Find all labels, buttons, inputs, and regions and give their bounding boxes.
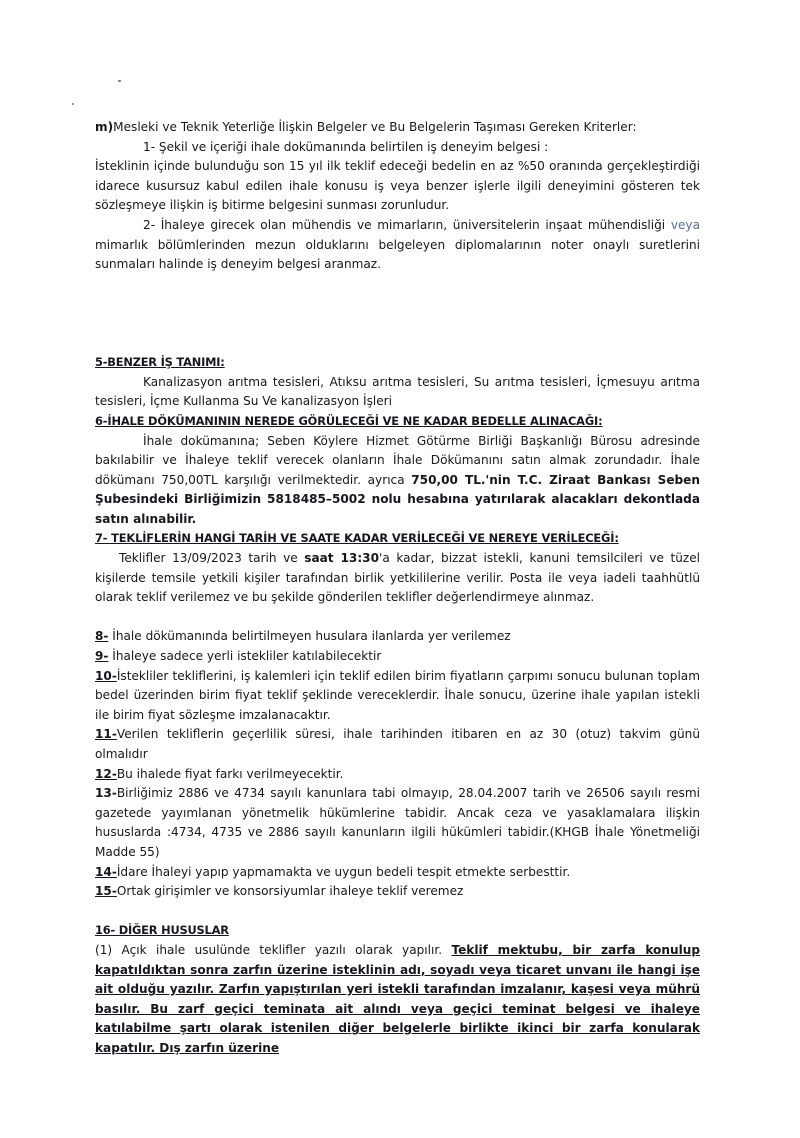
- list-item: 13-Birliğimiz 2886 ve 4734 sayılı kanunlara tabi olmayıp, 28.04.2007 tarih ve 26506 sayılı resmi gazetede yayımlanan yönetmelik hükümlerine tabidir. Ancak ceza ve yasaklamalara ilişkin hususlarda :4734, 4735 ve 2886 sayılı kanunların ilgili hükümleri tabidir.(KHGB İhale Yönetmeliği Madde 55): [95, 786, 700, 859]
- list-item: 9- İhaleye sadece yerli istekliler katılabilecektir: [95, 649, 382, 664]
- section-5-body: Kanalizasyon arıtma tesisleri, Atıksu arıtma tesisleri, Su arıtma tesisleri, İçmesuyu arıtma tesisleri, İçme Kullanma Su Ve kanalizasyon İşleri: [95, 374, 700, 409]
- section-5-heading: 5-BENZER İŞ TANIMI:: [95, 355, 225, 370]
- section-m-title: m)Mesleki ve Teknik Yeterliğe İlişkin Belgeler ve Bu Belgelerin Taşıması Gereken Kriterler:: [95, 120, 637, 134]
- section-16-body: (1) Açık ihale usulünde teklifler yazılı olarak yapılır. Teklif mektubu, bir zarfa konulup kapatıldıktan sonra zarfın üzerine isteklinin adı, soyadı veya ticaret unvanı ile hangi işe ait olduğu yazılır. Zarfın yapıştırılan yeri istekli tarafından imzalanır, kaşesi veya mührü basılır. Bu zarf geçici teminata ait alındı veya geçici teminat belgesi ve ihaleye katılabilme şartı olarak istenilen diğer belgelerle birlikte ikinci bir zarfa konularak kapatılır. Dış zarfın üzerine: [95, 942, 700, 1055]
- section-m-item1-title: 1- Şekil ve içeriği ihale dokümanında belirtilen iş deneyim belgesi :: [143, 139, 549, 154]
- document-body: [95, 118, 700, 1059]
- scan-speck: [118, 80, 121, 82]
- section-7-body: Teklifler 13/09/2023 tarih ve saat 13:30'a kadar, bizzat istekli, kanuni temsilcileri ve tüzel kişilerde temsile yetkili kişiler tarafından birlik yetkililerine verilir. Posta ile veya iadeli taahhütlü olarak teklif verilemez ve bu şekilde gönderilen teklifler değerlendirmeye alınmaz.: [95, 551, 701, 605]
- list-item: 15-Ortak girişimler ve konsorsiyumlar ihaleye teklif veremez: [95, 884, 464, 899]
- section-7-heading: 7- TEKLİFLERİN HANGİ TARİH VE SAATE KADAR VERİLECEĞİ VE NEREYE VERİLECEĞİ:: [95, 531, 619, 546]
- list-item: 8- İhale dökümanında belirtilmeyen husulara ilanlarda yer verilemez: [95, 629, 511, 644]
- list-item: 14-İdare İhaleyi yapıp yapmamakta ve uygun bedeli tespit etmekte serbesttir.: [95, 864, 571, 879]
- list-item: 10-İstekliler tekliflerini, iş kalemleri için teklif edilen birim fiyatların çarpımı sonucu bulunan toplam bedel üzerinden birim fiyat teklif şeklinde vereceklerdir. İhale sonucu, üzerine ihale yapılan istekli ile birim fiyat sözleşme imzalanacaktır.: [95, 668, 700, 722]
- section-6-body: İhale dokümanına; Seben Köylere Hizmet Götürme Birliği Başkanlığı Bürosu adresinde bakılabilir ve İhaleye teklif verecek olanların İhale Dökümanını satın almak zorundadır. İhale dökümanı 750,00TL karşılığı verilmektedir. ayrıca 750,00 TL.'nin T.C. Ziraat Bankası Seben Şubesindeki Birliğimizin 5818485–5002 nolu hesabına yatırılarak alacakları dekontlada satın alınabilir.: [95, 433, 700, 526]
- section-16-heading: 16- DİĞER HUSUSLAR: [95, 923, 229, 938]
- list-item: 12-Bu ihalede fiyat farkı verilmeyecektir.: [95, 766, 344, 781]
- section-m-item2: 2- İhaleye girecek olan mühendis ve mimarların, üniversitelerin inşaat mühendisliği veya mimarlık bölümlerinden mezun olduklarını belgeleyen diplomalarının noter onaylı suretlerini sunmaları halinde iş deneyim belgesi aranmaz.: [95, 217, 700, 272]
- list-item: 11-Verilen tekliflerin geçerlilik süresi, ihale tarihinden itibaren en az 30 (otuz) takvim günü olmalıdır: [95, 727, 700, 761]
- section-6-heading: 6-İHALE DÖKÜMANININ NEREDE GÖRÜLECEĞİ VE NE KADAR BEDELLE ALINACAĞI:: [95, 413, 603, 428]
- section-m-item1-body: İsteklinin içinde bulunduğu son 15 yıl ilk teklif edeceği bedelin en az %50 oranında gerçekleştirdiği idarece kusursuz kabul edilen ihale konusu iş veya benzer işlerle ilgili deneyimini gösteren tek sözleşmeye ilişkin iş bitirme belgesini sunması zorunludur.: [95, 159, 700, 213]
- scan-speck: [72, 103, 74, 105]
